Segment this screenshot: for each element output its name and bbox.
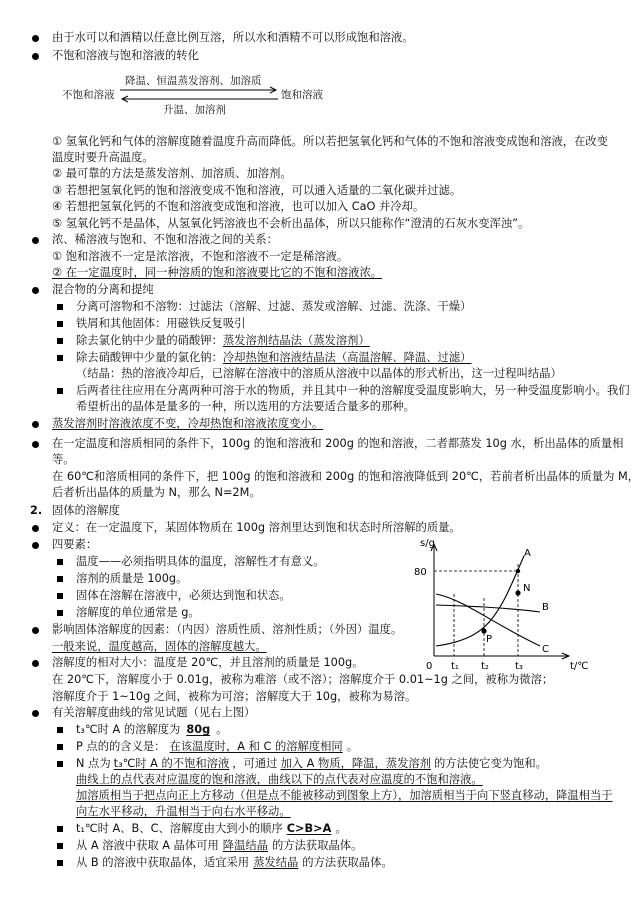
bullet-square [57,576,63,582]
bullet-dot [32,627,39,634]
label-a: A [524,548,531,559]
separation-4 [76,351,471,365]
text-line: 不饱和溶液与饱和溶液的转化 [52,49,199,62]
y-value-80: 80 [414,567,427,578]
note-5: ⑤ 氢氧化钙不是晶体，从氢氧化钙溶液也不会析出晶体，所以只能称作“澄清的石灰水变浑浊”。 [52,217,530,230]
separation-3-answer: 蒸发溶剂结晶法（蒸发溶剂） [222,334,370,347]
question-6 [76,856,393,870]
bullet-dot [32,542,39,549]
question-2-end: 。 [346,740,359,753]
bullet-square [57,826,63,832]
relation-2: ② 在一定温度时，同一种溶质的饱和溶液要比它的不饱和溶液浓。 [52,266,383,279]
bullet-dot [32,237,39,244]
question-5-end: 的方法获取晶体。 [272,839,363,852]
bullet-square [57,321,63,327]
conversion-arrows [118,86,282,104]
question-4-answer: C>B>A [286,822,332,835]
bullet-square [57,355,63,361]
element-2: 溶剂的质量是 100g。 [76,572,188,585]
question-5-text: 从 A 溶液中获取 A 晶体可用 [76,839,219,852]
bullet-square [57,593,63,599]
question-3 [76,757,547,771]
curve-b [436,605,540,612]
definition: 定义：在一定温度下，某固体物质在 100g 溶剂里达到饱和状态时所溶解的质量。 [52,521,461,534]
question-3-mid: ，可通过 [232,757,278,770]
bullet-square [57,304,63,310]
tick-t3: t₃ [515,661,523,672]
separation-3-text: 除去氯化钠中少量的硝酸钾： [76,334,223,347]
bullet-square [57,388,63,394]
question-3-note-3: 向左水平移动，升温相当于向右水平移动。 [76,805,291,818]
question-1-end: 。 [216,723,228,736]
y-axis-label: s/g [420,538,435,549]
question-4-end: 。 [335,822,347,835]
question-3-end: 的方法使它变为饱和。 [433,757,547,770]
question-1-answer: 80g [186,723,211,736]
point-a [516,569,520,573]
bullet-dot [32,660,39,667]
question-4 [76,822,347,836]
question-5-answer: 降温结晶 [222,839,268,852]
bullet-square [57,338,63,344]
solubility-graph [410,538,600,678]
bullet-dot [32,525,39,532]
text-line: 由于水可以和酒精以任意比例互溶，所以水和酒精不可以形成饱和溶液。 [52,31,414,44]
text-line: 在 60℃和溶质相同的条件下，把 100g 的饱和溶液和 200g 的饱和溶液降低到 20℃，若前者析出晶体的质量为 M， [52,470,640,483]
question-3-answer-1: t₃℃时 A 的不饱和溶液 [113,757,230,770]
bullet-square [57,860,63,866]
question-4-text: t₁℃时 A、B、C、溶解度由大到小的顺序 [76,822,283,835]
influence-general: 一般来说，温度越高，固体的溶解度越大。 [52,640,267,653]
bullet-dot [32,53,39,60]
separation-5-cont: 希望析出的晶体是量多的一种，所以选用的方法要适合量多的那种。 [76,400,415,413]
note-2: ② 最可靠的方法是蒸发溶剂、加溶质、加溶剂。 [52,167,292,180]
relative-size-3: 溶解度介于 1~10g 之间，被称为可溶；溶解度大于 10g，被称为易溶。 [52,690,417,703]
question-6-text: 从 B 的溶液中获取晶体，适宜采用 [76,856,250,869]
question-1 [76,723,227,737]
question-5 [76,839,362,853]
bullet-dot [32,710,39,717]
section-title: 固体的溶解度 [52,504,120,517]
conversion-top-label: 降温、恒温蒸发溶剂、加溶质 [125,75,262,87]
curve-a [436,556,524,646]
question-2 [76,740,358,754]
conversion-bottom-label: 升温、加溶剂 [163,104,226,116]
point-n [515,590,520,595]
question-3-note-2: 加溶质相当于把点向正上方移动（但是点不能被移动到图象上方），加溶质相当于向下竖直移动，降温相当于 [76,789,613,802]
separation-1: 分离可溶物和不溶物：过滤法（溶解、过滤、蒸发或溶解、过滤、洗涤、干燥） [76,300,472,313]
question-3-answer-2: 加入 A 物质，降温，蒸发溶剂 [280,757,431,770]
text-line: 在一定温度和溶质相同的条件下，100g 的饱和溶液和 200g 的饱和溶液，二者都蒸发 10g 水，析出晶体的质量相 [52,437,624,450]
question-1-text: t₃℃时 A 的溶解度为 [76,723,181,736]
bullet-dot [32,421,39,428]
relative-size: 溶解度的相对大小：温度是 20℃，并且溶剂的质量是 100g。 [52,656,364,669]
point-p [481,628,486,633]
element-1: 温度——必须指明具体的温度，溶解性才有意义。 [76,555,325,568]
separation-5: 后两者往往应用在分离两种可溶于水的物质，并且其中一种的溶解度受温度影响大，另一种受温度影响小。我们 [76,384,630,397]
text-line: 后者析出晶体的质量为 N，那么 N=2M。 [52,486,261,499]
question-2-answer: 在该温度时，A 和 C 的溶解度相同 [169,740,343,753]
element-3: 固体在溶解在溶液中，必须达到饱和状态。 [76,589,291,602]
text-line: 浓、稀溶液与饱和、不饱和溶液之间的关系： [52,233,278,246]
four-elements: 四要素： [52,538,98,551]
relation-1: ① 饱和溶液不一定是浓溶液，不饱和溶液不一定是稀溶液。 [52,250,349,263]
bullet-dot [32,287,39,294]
label-n: N [523,583,531,594]
separation-4-answer: 冷却热饱和溶液结晶法（高温溶解、降温、过滤） [222,351,472,364]
curve-questions: 有关溶解度曲线的常见试题（见右上图） [52,706,256,719]
question-6-end: 的方法获取晶体。 [302,856,393,869]
conversion-right-label: 饱和溶液 [281,89,323,101]
bullet-square [57,727,63,733]
note-1-cont: 温度时要升高温度。 [52,151,154,164]
text-line: 蒸发溶剂时溶液浓度不变，冷却热饱和溶液浓度变小。 [52,417,324,430]
question-6-answer: 蒸发结晶 [253,856,299,869]
separation-3 [76,334,370,348]
section-number: 2. [30,504,43,517]
bullet-dot [32,441,39,448]
note-3: ③ 若想把氢氧化钙的饱和溶液变成不饱和溶液，可以通入适量的二氧化碳并过滤。 [52,184,462,197]
bullet-square [57,761,63,767]
note-1: ① 氢氧化钙和气体的溶解度随着温度升高而降低。所以若把氢氧化钙和气体的不饱和溶液变成饱和溶液，在改变 [52,135,608,148]
bullet-square [57,843,63,849]
label-p: P [486,634,493,645]
tick-t2: t₂ [481,661,489,672]
separation-2: 铁屑和其他固体：用磁铁反复吸引 [76,317,246,330]
separation-4-text: 除去硝酸钾中少量的氯化钠： [76,351,223,364]
crystallization-note: （结晶：热的溶液冷却后，已溶解在溶液中的溶质从溶液中以晶体的形式析出，这一过程叫结晶） [76,367,562,380]
element-4: 溶解度的单位通常是 g。 [76,606,200,619]
bullet-square [57,559,63,565]
label-c: C [542,644,549,655]
question-2-text: P 点的的含义是： [76,740,166,753]
origin-label: 0 [426,661,433,672]
text-line: 混合物的分离和提纯 [52,283,154,296]
bullet-dot [32,35,39,42]
bullet-square [57,610,63,616]
x-axis-label: t/℃ [570,661,589,672]
question-3-note: 曲线上的点代表对应温度的饱和溶液，曲线以下的点代表对应温度的不饱和溶液。 [76,773,483,786]
conversion-left-label: 不饱和溶液 [62,89,115,101]
influence-factors: 影响固体溶解度的因素：（内因）溶质性质、溶剂性质；（外因）温度。 [52,623,403,636]
relative-size-2: 在 20℃下，溶解度小于 0.01g，被称为难溶（或不溶）；溶解度介于 0.01~1g 之间，被称为微溶； [52,673,554,686]
text-line: 等。 [52,453,75,466]
bullet-square [57,744,63,750]
label-b: B [542,602,549,613]
note-4: ④ 若想把氢氧化钙的不饱和溶液变成饱和溶液，也可以加入 CaO 并冷却。 [52,200,425,213]
question-3-text: N 点为 [76,757,111,770]
tick-t1: t₁ [451,661,459,672]
